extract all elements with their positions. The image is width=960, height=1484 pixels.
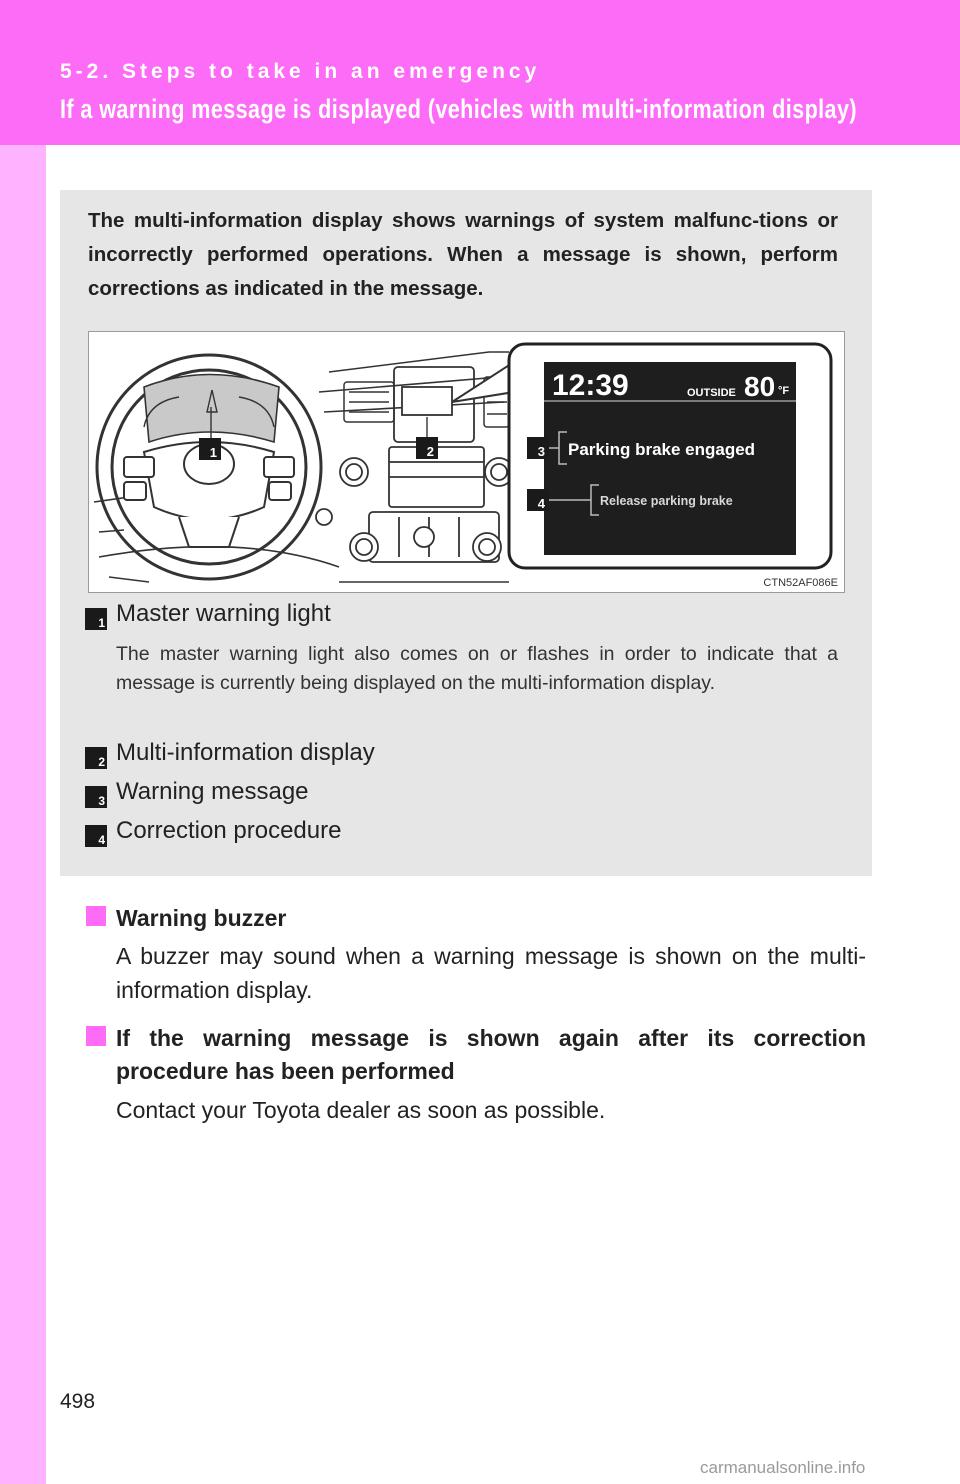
page-number: 498 [60,1390,96,1413]
display-outside-label: OUTSIDE [687,387,736,399]
watermark-link[interactable]: carmanualsonline.info [700,1458,866,1477]
legend-1-description: The master warning light also comes on or flashes in order to indicate that a message is currently being displayed on the multi-information display. [116,643,838,694]
display-temperature: 80 [744,371,776,402]
left-margin-strip [0,0,46,1484]
dashboard-drawing [89,332,845,593]
legend-badge-4: 4 [85,825,107,847]
topic-bullet-icon [86,1026,106,1046]
topic-bullet-icon [86,906,106,926]
topic-body: A buzzer may sound when a warning message is shown on the multi-information display. [116,943,866,1003]
info-panel [60,190,872,876]
legend-label-2: Multi-information display [116,739,375,766]
callout-1-label: 1 [209,445,217,460]
dashboard-illustration [88,331,845,593]
figure-code: CTN52AF086E [763,577,838,589]
legend-badge-3: 3 [85,786,107,808]
section-number: 5-2. Steps to take in an emergency [60,60,541,83]
legend-label-1: Master warning light [116,600,331,627]
page-header [0,0,960,145]
intro-text: The multi-information display shows warnings of system malfunc-tions or incorrectly performed operations. When a message is shown, perform corrections as indicated in the message. [88,209,838,300]
display-correction-message: Release parking brake [600,494,733,508]
callout-3-label: 3 [537,444,545,459]
legend-badge-2: 2 [85,747,107,769]
callout-2-label: 2 [426,444,434,459]
display-clock: 12:39 [552,369,629,402]
topic-body: Contact your Toyota dealer as soon as possible. [116,1097,606,1123]
section-title: If a warning message is displayed (vehicles with multi-information display) [60,94,857,124]
topic-heading: If the warning message is shown again after its correction procedure has been performed [116,1025,866,1084]
legend-badge-1: 1 [85,608,107,630]
callout-4-label: 4 [537,496,545,511]
display-temperature-unit: °F [778,385,790,397]
legend-label-4: Correction procedure [116,817,342,844]
legend-label-3: Warning message [116,778,309,805]
topic-heading: Warning buzzer [116,905,287,931]
display-warning-message: Parking brake engaged [568,440,756,459]
